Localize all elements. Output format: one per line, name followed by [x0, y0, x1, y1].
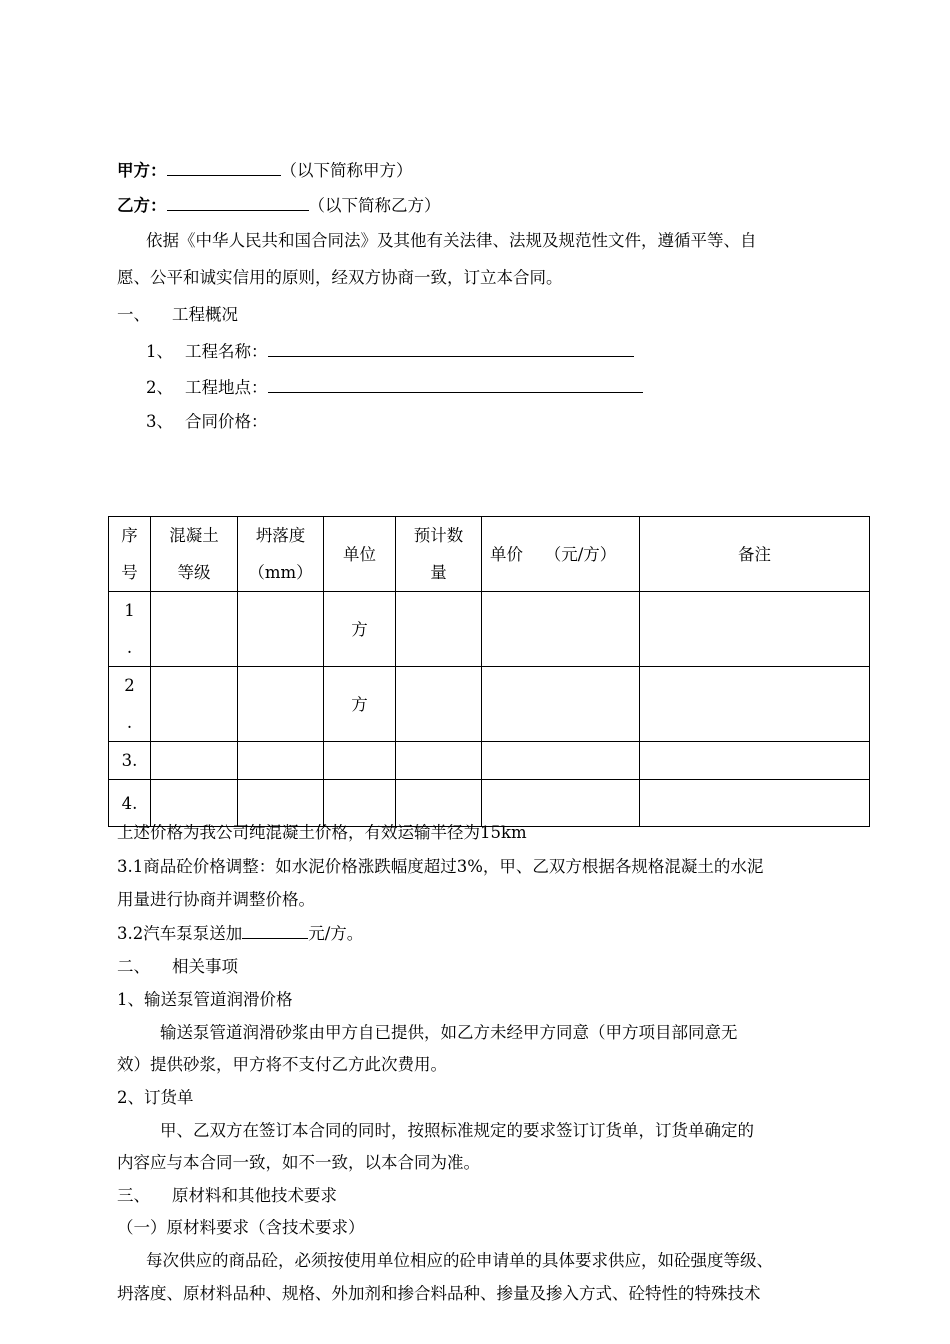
row-3-slump[interactable] [238, 742, 324, 780]
header-unit: 单位 [324, 517, 396, 592]
row-3-unit[interactable] [324, 742, 396, 780]
section1-heading [117, 305, 238, 325]
row-2-price[interactable] [482, 667, 640, 742]
intro-line-2: 愿、公平和诚实信用的原则，经双方协商一致，订立本合同。 [117, 268, 563, 287]
row-2-remark[interactable] [640, 667, 870, 742]
header-qty: 预计数 量 [396, 517, 482, 592]
section2-title: 相关事项 [172, 957, 238, 976]
row-4-slump[interactable] [238, 780, 324, 827]
project-location-row [146, 377, 643, 398]
row-4-remark[interactable] [640, 780, 870, 827]
section3-line-2: 坍落度、原材料品种、规格、外加剂和掺合料品种、掺量及掺入方式、砼特性的特殊技术 [117, 1284, 761, 1303]
pump-price-prefix: 3.2汽车泵泵送加 [117, 924, 243, 943]
header-price: 单价 （元/方） [482, 517, 640, 592]
header-remark: 备注 [640, 517, 870, 592]
contract-price-row [146, 412, 268, 432]
table-row [109, 592, 870, 667]
row-3-qty[interactable] [396, 742, 482, 780]
row-1-qty[interactable] [396, 592, 482, 667]
row-4-unit[interactable] [324, 780, 396, 827]
section2-item2-line-2: 内容应与本合同一致，如不一致，以本合同为准。 [117, 1153, 480, 1172]
row-2-seq: 2 . [109, 667, 151, 742]
item-1-num: 1、 [146, 342, 173, 361]
table-row [109, 742, 870, 780]
project-location-blank[interactable] [268, 377, 643, 393]
table-row [109, 780, 870, 827]
section3-num: 三、 [117, 1186, 150, 1205]
party-b-label: 乙方： [117, 196, 167, 215]
section3-title: 原材料和其他技术要求 [172, 1186, 337, 1205]
row-4-seq: 4. [109, 780, 151, 827]
row-3-seq: 3. [109, 742, 151, 780]
price-table [108, 516, 870, 827]
contract-price-label: 合同价格： [185, 412, 268, 431]
party-a-note: （以下简称甲方） [280, 161, 413, 180]
section2-heading [117, 957, 238, 977]
pump-price-blank[interactable] [242, 923, 308, 939]
price-adjust-line-1: 3.1商品砼价格调整：如水泥价格涨跌幅度超过3%，甲、乙双方根据各规格混凝土的水泥 [117, 857, 764, 876]
pump-price-suffix: 元/方。 [308, 924, 364, 943]
row-4-price[interactable] [482, 780, 640, 827]
section1-title: 工程概况 [172, 305, 238, 324]
row-2-unit: 方 [324, 667, 396, 742]
section2-item1-line-1: 输送泵管道润滑砂浆由甲方自已提供，如乙方未经甲方同意（甲方项目部同意无 [160, 1023, 738, 1042]
party-b-note: （以下简称乙方） [308, 196, 441, 215]
section3-heading [117, 1186, 337, 1206]
row-1-price[interactable] [482, 592, 640, 667]
party-a-label: 甲方： [117, 161, 167, 180]
price-note: 上述价格为我公司纯混凝土价格，有效运输半径为15km [117, 823, 527, 842]
section2-item2-title: 2、订货单 [117, 1088, 194, 1107]
intro-line-1: 依据《中华人民共和国合同法》及其他有关法律、法规及规范性文件，遵循平等、自 [146, 231, 757, 250]
section2-item1-line-2: 效）提供砂浆，甲方将不支付乙方此次费用。 [117, 1055, 447, 1074]
price-adjust-line-2: 用量进行协商并调整价格。 [117, 890, 315, 909]
item-2-num: 2、 [146, 378, 173, 397]
header-seq: 序 号 [109, 517, 151, 592]
row-1-slump[interactable] [238, 592, 324, 667]
section2-item1-title: 1、输送泵管道润滑价格 [117, 990, 293, 1009]
table-header-row [109, 517, 870, 592]
section2-num: 二、 [117, 957, 150, 976]
party-a-blank[interactable] [167, 160, 281, 176]
project-name-blank[interactable] [268, 341, 634, 357]
party-b-line [117, 195, 441, 216]
row-3-price[interactable] [482, 742, 640, 780]
project-name-label: 工程名称： [185, 342, 268, 361]
pump-price-line [117, 923, 363, 944]
row-2-grade[interactable] [151, 667, 238, 742]
party-a-line [117, 160, 413, 181]
row-3-grade[interactable] [151, 742, 238, 780]
project-location-label: 工程地点： [185, 378, 268, 397]
item-3-num: 3、 [146, 412, 173, 431]
party-b-blank[interactable] [167, 195, 309, 211]
section2-item2-line-1: 甲、乙双方在签订本合同的同时，按照标准规定的要求签订订货单，订货单确定的 [160, 1121, 754, 1140]
row-3-remark[interactable] [640, 742, 870, 780]
table-row [109, 667, 870, 742]
project-name-row [146, 341, 634, 362]
row-4-qty[interactable] [396, 780, 482, 827]
header-grade: 混凝土 等级 [151, 517, 238, 592]
row-2-qty[interactable] [396, 667, 482, 742]
section3-line-1: 每次供应的商品砼，必须按使用单位相应的砼申请单的具体要求供应，如砼强度等级、 [146, 1251, 773, 1270]
header-slump: 坍落度 （mm） [238, 517, 324, 592]
row-4-grade[interactable] [151, 780, 238, 827]
row-1-grade[interactable] [151, 592, 238, 667]
row-1-remark[interactable] [640, 592, 870, 667]
row-2-slump[interactable] [238, 667, 324, 742]
section1-num: 一、 [117, 305, 150, 324]
row-1-seq: 1 . [109, 592, 151, 667]
section3-sub1: （一）原材料要求（含技术要求） [117, 1218, 365, 1237]
row-1-unit: 方 [324, 592, 396, 667]
